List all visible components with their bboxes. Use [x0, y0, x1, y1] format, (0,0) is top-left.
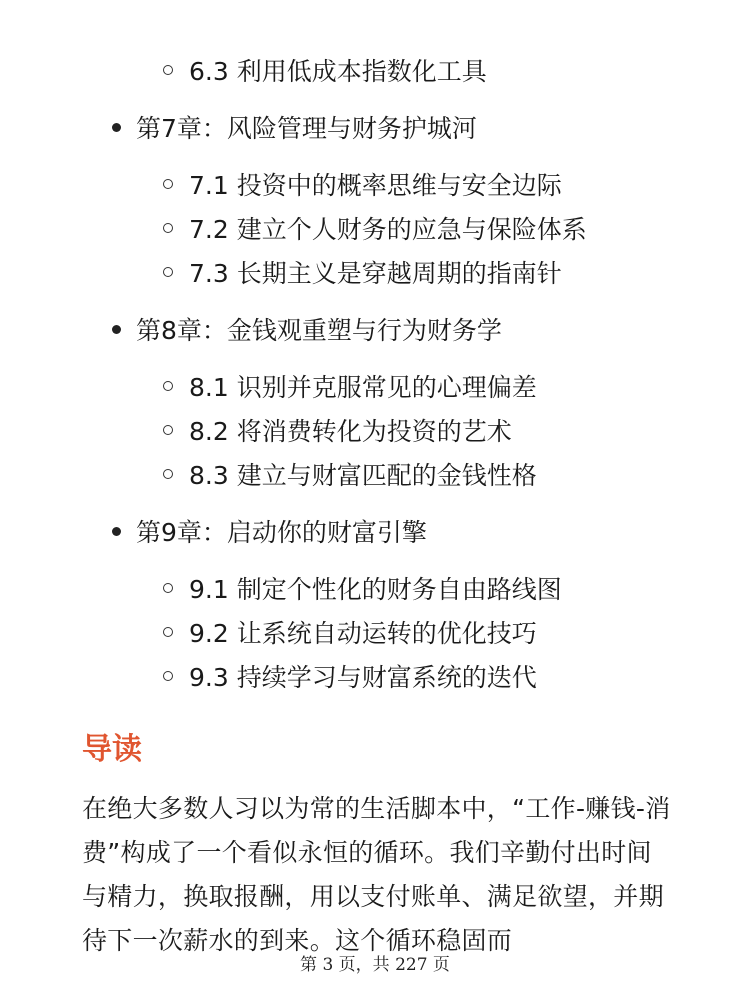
hollow-bullet-icon	[163, 671, 173, 681]
toc-section-9-2[interactable]	[163, 610, 537, 654]
filled-bullet-icon	[112, 527, 121, 536]
toc-section-8-2[interactable]	[163, 408, 512, 452]
hollow-bullet-icon	[163, 425, 173, 435]
toc-section-text: 8.2 将消费转化为投资的艺术	[189, 417, 512, 446]
toc-section-text: 7.1 投资中的概率思维与安全边际	[189, 171, 562, 200]
toc-section-text: 8.1 识别并克服常见的心理偏差	[189, 373, 537, 402]
intro-paragraph: 在绝大多数人习以为常的生活脚本中，“工作-赚钱-消费”构成了一个看似永恒的循环。我们辛勤付出时间与精力，换取报酬，用以支付账单、满足欲望，并期待下一次薪水的到来。这个循环稳固而	[82, 794, 671, 955]
toc-chapter-7[interactable]	[112, 105, 477, 149]
toc-section-text: 6.3 利用低成本指数化工具	[189, 57, 487, 86]
toc-section-9-3[interactable]	[163, 654, 537, 698]
toc-section-text: 8.3 建立与财富匹配的金钱性格	[189, 461, 537, 490]
toc-chapter-9[interactable]	[112, 509, 427, 553]
toc-section-text: 7.2 建立个人财务的应急与保险体系	[189, 215, 587, 244]
toc-section-7-2[interactable]	[163, 206, 587, 250]
toc-section-7-1[interactable]	[163, 162, 562, 206]
toc-section-8-1[interactable]	[163, 364, 537, 408]
toc-section-6-3[interactable]	[163, 48, 487, 92]
toc-section-7-3[interactable]	[163, 250, 562, 294]
hollow-bullet-icon	[163, 65, 173, 75]
toc-chapter-text: 第9章：启动你的财富引擎	[136, 518, 427, 547]
toc-section-text: 9.2 让系统自动运转的优化技巧	[189, 619, 537, 648]
hollow-bullet-icon	[163, 267, 173, 277]
toc-section-9-1[interactable]	[163, 566, 562, 610]
filled-bullet-icon	[112, 123, 121, 132]
toc-chapter-text: 第7章：风险管理与财务护城河	[136, 114, 477, 143]
hollow-bullet-icon	[163, 223, 173, 233]
toc-section-8-3[interactable]	[163, 452, 537, 496]
hollow-bullet-icon	[163, 627, 173, 637]
intro-heading: 导读	[82, 732, 142, 767]
hollow-bullet-icon	[163, 583, 173, 593]
hollow-bullet-icon	[163, 469, 173, 479]
filled-bullet-icon	[112, 325, 121, 334]
hollow-bullet-icon	[163, 381, 173, 391]
toc-section-text: 9.3 持续学习与财富系统的迭代	[189, 663, 537, 692]
page-number-footer: 第 3 页，共 227 页	[300, 955, 450, 975]
hollow-bullet-icon	[163, 179, 173, 189]
toc-chapter-8[interactable]	[112, 307, 502, 351]
toc-section-text: 7.3 长期主义是穿越周期的指南针	[189, 259, 562, 288]
toc-section-text: 9.1 制定个性化的财务自由路线图	[189, 575, 562, 604]
toc-chapter-text: 第8章：金钱观重塑与行为财务学	[136, 316, 502, 345]
